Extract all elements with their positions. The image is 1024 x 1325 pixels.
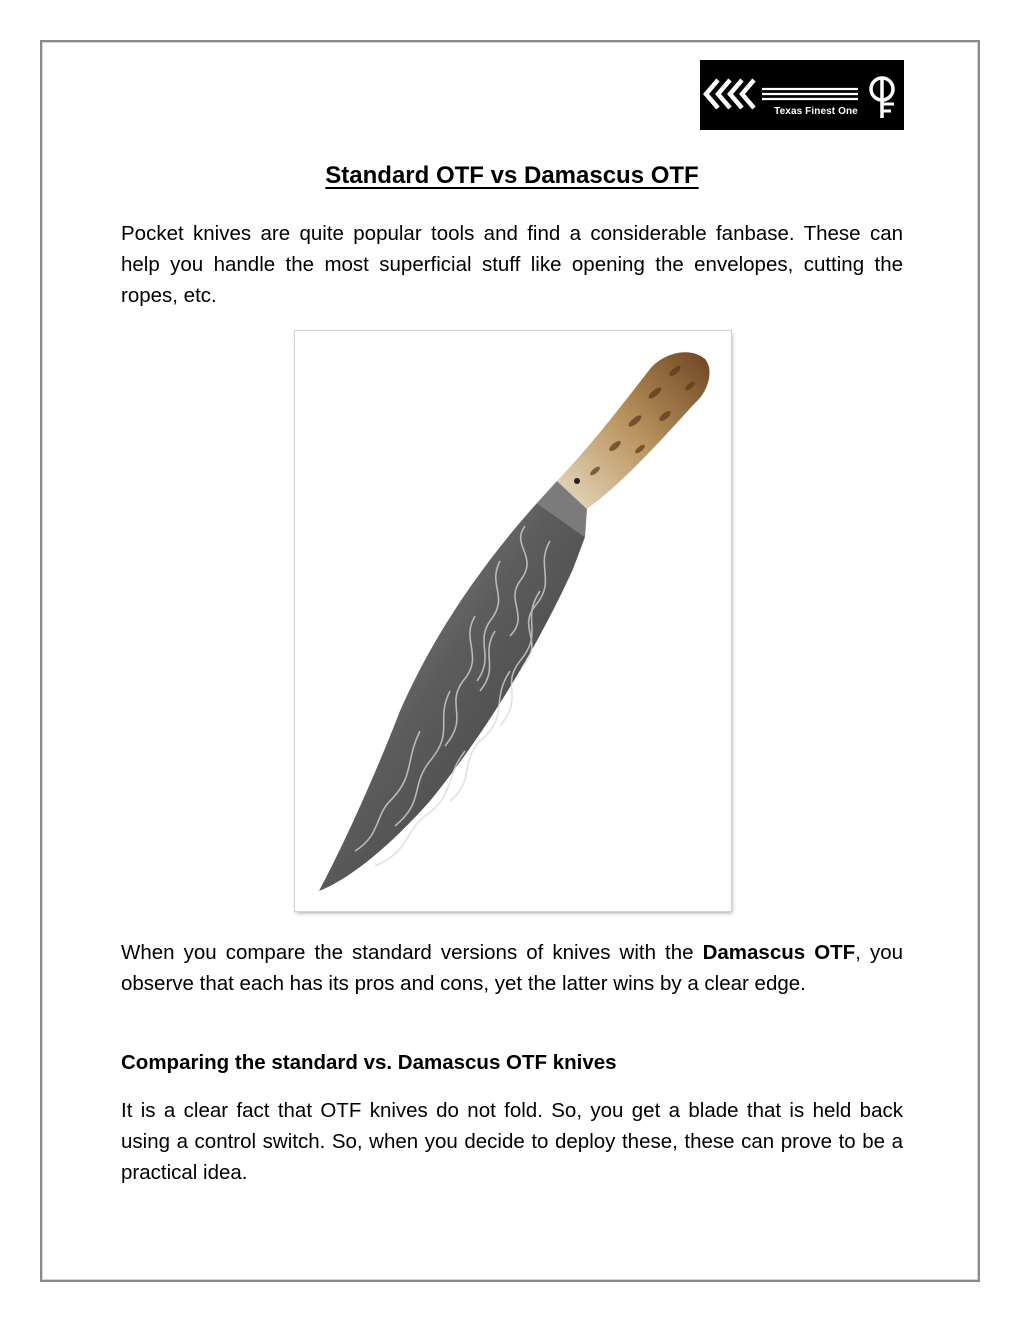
damascus-knife-illustration: [295, 331, 731, 911]
damascus-otf-highlight: Damascus OTF: [702, 941, 856, 964]
page-title: Standard OTF vs Damascus OTF: [325, 162, 699, 189]
comparison-paragraph: [121, 937, 903, 999]
handle-pin: [574, 478, 580, 484]
knife-handle: [557, 352, 710, 509]
comparison-text-before: When you compare the standard versions of knives with the: [121, 941, 703, 964]
body-paragraph: It is a clear fact that OTF knives do not fold. So, you get a blade that is held back using a control switch. So, when you decide to deploy these, these can prove to be a practical idea.: [121, 1099, 903, 1184]
brand-logo: [700, 60, 904, 130]
logo-mark-icon: [700, 60, 904, 130]
intro-paragraph: Pocket knives are quite popular tools and find a considerable fanbase. These can help you handle the most superficial stuff like opening the envelopes, cutting the ropes, etc.: [121, 222, 903, 307]
brand-name: Texas Finest One: [774, 106, 858, 117]
knife-photo: [295, 331, 731, 911]
section-heading: Comparing the standard vs. Damascus OTF knives: [121, 1051, 617, 1074]
comparison-text-after: , you observe that each has its pros and cons, yet the latter wins by a clear edge.: [121, 941, 903, 995]
